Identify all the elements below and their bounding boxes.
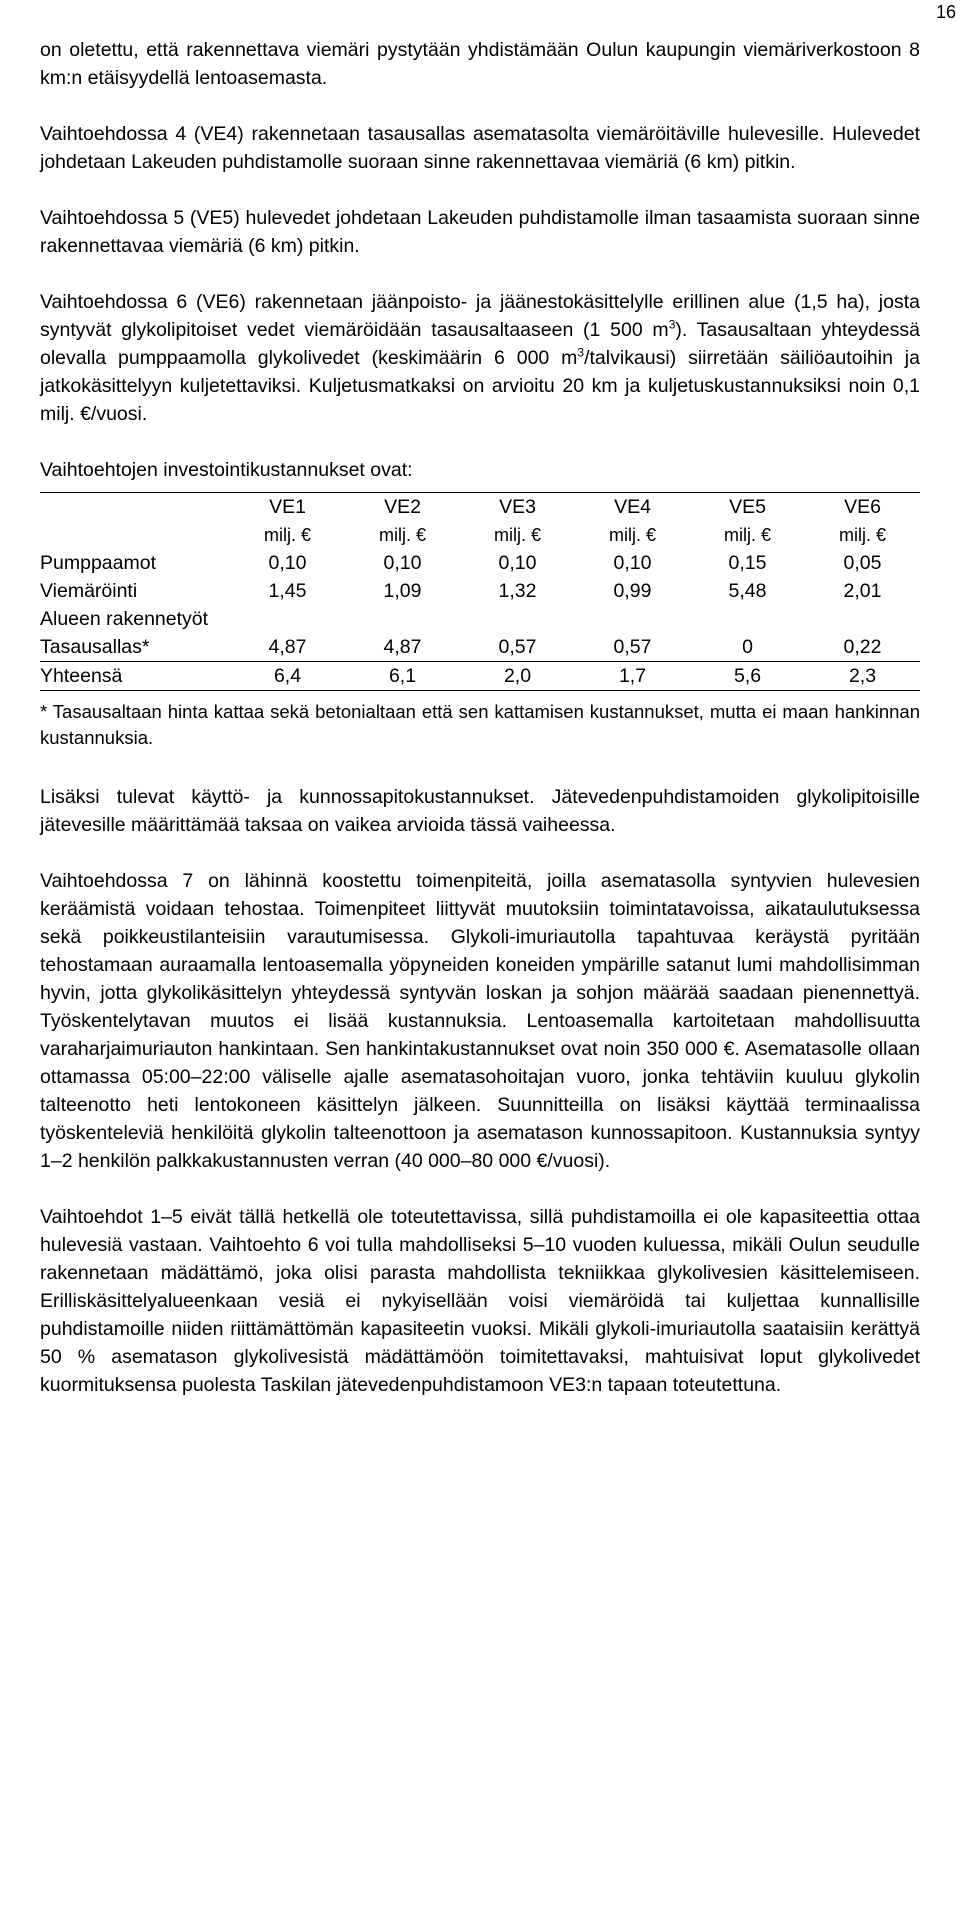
row-label: Alueen rakennetyöt — [40, 608, 209, 630]
document-body — [40, 36, 920, 1427]
paragraph: Vaihtoehdossa 5 (VE5) hulevedet johdetaan Lakeuden puhdistamolle ilman tasaamista suoraan sinne rakennettavaa viemäriä (6 km) pitkin. — [40, 207, 920, 257]
table-row — [40, 633, 920, 662]
superscript: 3 — [668, 317, 676, 332]
table-header-corner — [40, 521, 230, 549]
paragraph: Vaihtoehdossa 7 on lähinnä koostettu toimenpiteitä, joilla asematasolla syntyvien hulevesien keräämistä voidaan tehostaa. Toimenpiteet liittyvät muutoksiin toimintatavoissa, aikataulutuksessa sekä poikkeustilanteisiin varautumisessa. Glykoli-imuriautolla tapahtuvaa keräystä pyritään tehostamaan auraamalla lentoasemalla yöpyneiden koneiden ympärille satanut lumi mahdollisimman hyvin, jotta glykolikäsittelyn yhteydessä syntyvän loskan ja sohjon määrää saadaan pienennettyä. Työskentelytavan muutos ei lisää kustannuksia. Lentoasemalla kartoitetaan mahdollisuutta varaharjaimuriauton hankintaan. Sen hankintakustannukset ovat noin 350 000 €. Asematasolle ollaan ottamassa 05:00–22:00 väliselle ajalle asematasohoitajan vuoro, jonka tehtäviin kuuluu glykolin talteenotto heti lentokoneen käsittelyn jälkeen. Suunnitteilla on lisäksi käyttää terminaalissa työskenteleviä henkilöitä glykolin talteenottoon ja asematason kunnossapitoon. Kustannuksia syntyy 1–2 henkilön palkkakustannusten verran (40 000–80 000 €/vuosi). — [40, 870, 920, 1172]
table-cell: 1,7 — [575, 662, 690, 691]
table-total-row — [40, 662, 920, 691]
table-cell: 1,32 — [498, 580, 537, 602]
table-cell: 0 — [742, 636, 753, 658]
superscript: 3 — [577, 345, 585, 360]
table-unit-cell: milj. € — [838, 525, 886, 545]
table-cell — [690, 605, 805, 633]
paragraph-ve6 — [40, 288, 920, 428]
table-header-cell: VE3 — [460, 493, 575, 522]
table-cell: 0,22 — [843, 636, 882, 658]
page-number: 16 — [935, 2, 956, 22]
table-cell: 5,48 — [728, 580, 767, 602]
table-cell — [460, 605, 575, 633]
table-cell: 2,0 — [460, 662, 575, 691]
table-cell: 0,10 — [383, 552, 422, 574]
table-cell: 0,10 — [268, 552, 307, 574]
table-row — [40, 605, 920, 633]
table-row — [40, 549, 920, 577]
table-cell: 2,01 — [843, 580, 882, 602]
table-unit-cell: milj. € — [378, 525, 426, 545]
table-cell: 0,05 — [843, 552, 882, 574]
row-label: Pumppaamot — [40, 552, 156, 574]
table-cell: 6,4 — [230, 662, 345, 691]
table-cell: 0,10 — [498, 552, 537, 574]
table-cell: 4,87 — [268, 636, 307, 658]
table-unit-row — [40, 521, 920, 549]
table-cell: 4,87 — [383, 636, 422, 658]
table-cell: 5,6 — [690, 662, 805, 691]
table-cell: 0,10 — [613, 552, 652, 574]
table-header-cell: VE5 — [690, 493, 805, 522]
table-footnote: * Tasausaltaan hinta kattaa sekä betonialtaan että sen kattamisen kustannukset, mutta ei maan hankinnan kustannuksia. — [40, 701, 920, 748]
table-unit-cell: milj. € — [723, 525, 771, 545]
table-header-corner — [40, 493, 230, 522]
row-label: Viemäröinti — [40, 580, 138, 602]
table-intro: Vaihtoehtojen investointikustannukset ovat: — [40, 459, 413, 481]
table-cell — [575, 605, 690, 633]
table-cell: 0,99 — [613, 580, 652, 602]
paragraph: on oletettu, että rakennettava viemäri pystytään yhdistämään Oulun kaupungin viemäriverkostoon 8 km:n etäisyydellä lentoasemasta. — [40, 39, 920, 89]
table-unit-cell: milj. € — [263, 525, 311, 545]
text-run: Vaihtoehdossa 6 (VE6) rakennetaan jäänpoisto- ja jäänestokäsittelylle erillinen alue (1,5 ha), josta syntyvät glykolipitoiset vedet viemäröidään tasausaltaaseen (1 500 m — [40, 291, 920, 341]
table-unit-cell: milj. € — [493, 525, 541, 545]
table-cell: 0,57 — [613, 636, 652, 658]
table-row — [40, 577, 920, 605]
text-run: /talvikausi) siirretään säiliöautoihin ja jatkokäsittelyyn kuljetettaviksi. Kuljetusmatkaksi on arvioitu 20 km ja kuljetuskustannuksiksi noin 0,1 milj. €/vuosi. — [40, 347, 920, 425]
table-cell: 1,45 — [268, 580, 307, 602]
table-cell — [805, 605, 920, 633]
row-label: Yhteensä — [40, 662, 230, 691]
table-cell — [345, 605, 460, 633]
paragraph: Lisäksi tulevat käyttö- ja kunnossapitokustannukset. Jätevedenpuhdistamoiden glykolipitoisille jätevesille määrittämää taksaa on vaikea arvioida tässä vaiheessa. — [40, 786, 920, 836]
table-cell — [230, 605, 345, 633]
table-cell: 0,15 — [728, 552, 767, 574]
table-header-cell: VE6 — [805, 493, 920, 522]
table-cell: 1,09 — [383, 580, 422, 602]
paragraph: Vaihtoehdot 1–5 eivät tällä hetkellä ole toteutettavissa, sillä puhdistamoilla ei ole kapasiteettia ottaa hulevesiä vastaan. Vaihtoehto 6 voi tulla mahdolliseksi 5–10 vuoden kuluessa, mikäli Oulun seudulle rakennetaan mädättämö, joka olisi parasta mahdollista tekniikkaa glykolivesien käsittelemiseen. Erilliskäsittelyalueenkaan vesiä ei nykyisellään voisi viemäröidä tai kuljettaa kunnallisille puhdistamoille niiden riittämättömän kapasiteetin vuoksi. Mikäli glykoli-imuriautolla saataisiin kerättyä 50 % asematason glykolivesistä mädättämöön toimitettavaksi, mahtuisivat loput glykolivedet kuormituksensa puolesta Taskilan jätevedenpuhdistamoon VE3:n tapaan toteutettuna. — [40, 1206, 920, 1396]
table-header-cell: VE4 — [575, 493, 690, 522]
table-cell: 2,3 — [805, 662, 920, 691]
table-header-cell: VE2 — [345, 493, 460, 522]
table-header-cell: VE1 — [230, 493, 345, 522]
cost-table — [40, 492, 920, 691]
table-header-row — [40, 493, 920, 522]
table-cell: 0,57 — [498, 636, 537, 658]
row-label: Tasausallas* — [40, 636, 150, 658]
table-unit-cell: milj. € — [608, 525, 656, 545]
text-run: ). Tasausaltaan yhteydessä olevalla pumppaamolla glykolivedet (keskimäärin 6 000 m — [40, 319, 920, 369]
paragraph: Vaihtoehdossa 4 (VE4) rakennetaan tasausallas asematasolta viemäröitäville hulevesille. Hulevedet johdetaan Lakeuden puhdistamolle suoraan sinne rakennettavaa viemäriä (6 km) pitkin. — [40, 123, 920, 173]
table-cell: 6,1 — [345, 662, 460, 691]
